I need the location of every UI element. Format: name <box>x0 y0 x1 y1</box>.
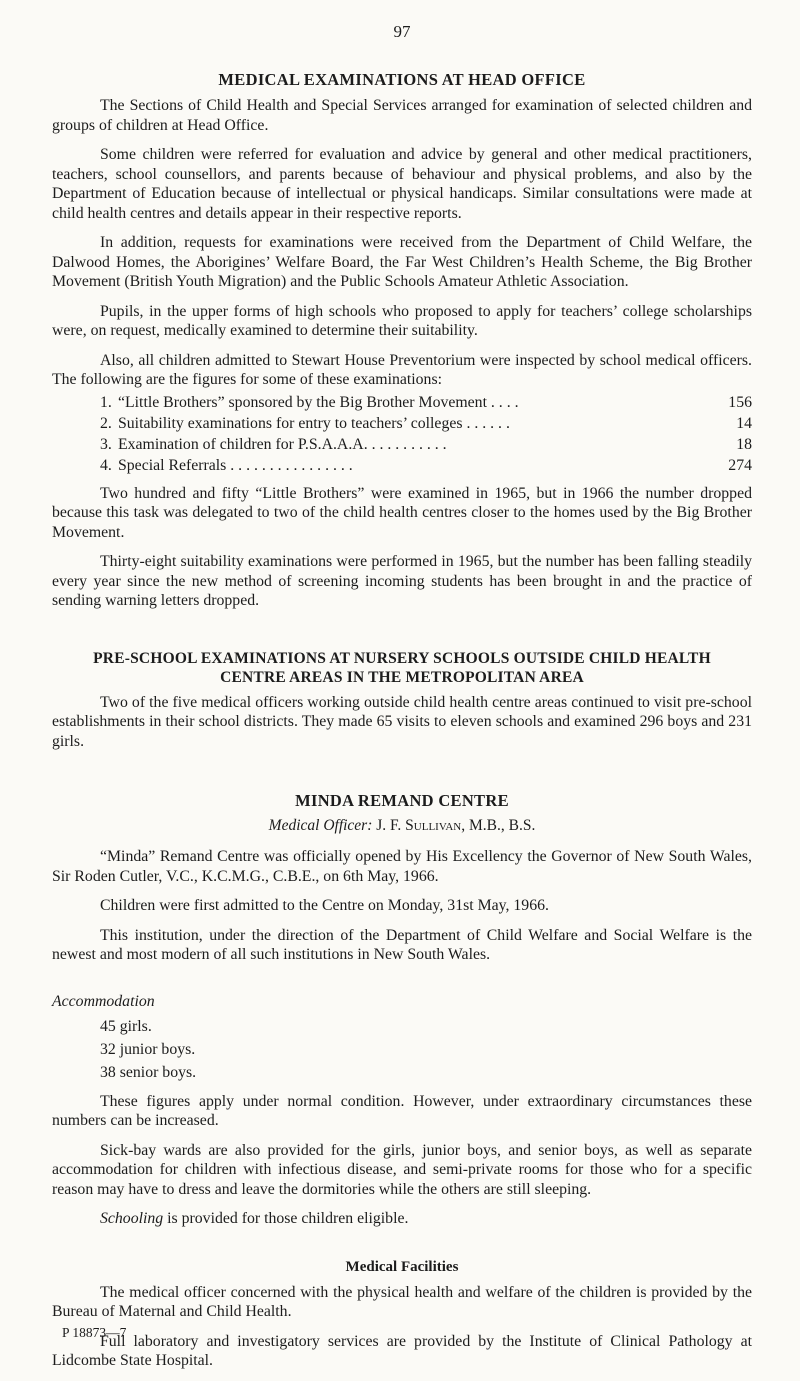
section-heading-minda: MINDA REMAND CENTRE <box>295 791 509 810</box>
paragraph: This institution, under the direction of the Department of Child Welfare and Social Welfare is the newest and most modern of all such institutions in New South Wales. <box>52 926 752 963</box>
paragraph: Two of the five medical officers working outside child health centre areas continued to visit pre-school establishments in their school districts. They made 65 visits to eleven schools and examined 296 boys and 231 girls. <box>52 693 752 750</box>
list-item <box>52 434 752 455</box>
officer-label: Medical Officer: <box>268 817 373 834</box>
print-reference: P 18873—7 <box>62 1325 127 1340</box>
item-label: Suitability examinations for entry to teachers’ colleges . . . . . . <box>118 414 510 432</box>
paragraph: “Minda” Remand Centre was officially opened by His Excellency the Governor of New South Wales, Sir Roden Cutler, V.C., K.C.M.G., C.B.E., on 6th May, 1966. <box>52 848 752 885</box>
paragraph: Some children were referred for evaluation and advice by general and other medical practitioners, teachers, school counsellors, and parents because of behaviour and physical problems, and also by the Department of Education because of intellectual or physical handicaps. Similar consultations were made at child health centres and details appear in their respective reports. <box>52 146 752 222</box>
item-value: 274 <box>728 456 752 474</box>
officer-name: J. F. Sullivan, M.B., B.S. <box>376 817 536 834</box>
item-value: 14 <box>736 414 752 432</box>
list-item <box>52 413 752 434</box>
paragraph-text: is provided for those children eligible. <box>163 1210 409 1227</box>
item-label: Special Referrals . . . . . . . . . . . . . . . . <box>118 456 353 474</box>
paragraph: Two hundred and fifty “Little Brothers” were examined in 1965, but in 1966 the number dropped because this task was delegated to two of the child health centres closer to the homes used by the Big Brother Movement. <box>52 484 752 541</box>
item-number: 1. <box>100 393 112 411</box>
paragraph: Pupils, in the upper forms of high schools who proposed to apply for teachers’ college scholarships were, on request, medically examined to determine their suitability. <box>52 302 752 339</box>
heading-line: PRE-SCHOOL EXAMINATIONS AT NURSERY SCHOOLS OUTSIDE CHILD HEALTH <box>93 649 711 667</box>
list-item: 38 senior boys. <box>100 1063 197 1081</box>
list-item <box>52 392 752 413</box>
paragraph: In addition, requests for examinations were received from the Department of Child Welfare, the Dalwood Homes, the Aborigines’ Welfare Board, the Far West Children’s Health Scheme, the Big Brother Movement (British Youth Migration) and the Public Schools Amateur Athletic Association. <box>52 234 752 290</box>
item-label: Examination of children for P.S.A.A.A. . . . . . . . . . . <box>118 435 447 453</box>
paragraph: Full laboratory and investigatory services are provided by the Institute of Clinical Pathology at Lidcombe State Hospital. <box>52 1332 752 1369</box>
accommodation-heading: Accommodation <box>52 992 155 1010</box>
accommodation-list <box>52 1015 752 1084</box>
paragraph: Sick-bay wards are also provided for the girls, junior boys, and senior boys, as well as separate accommodation for children with infectious disease, and semi-private rooms for those who for a specific reason may have to dress and leave the dormitories while the others are still sleeping. <box>52 1141 752 1198</box>
item-number: 3. <box>100 435 112 453</box>
examination-figures-list <box>52 392 752 476</box>
heading-line: CENTRE AREAS IN THE METROPOLITAN AREA <box>220 668 584 686</box>
item-number: 2. <box>100 414 112 432</box>
list-item: 32 junior boys. <box>100 1040 196 1058</box>
paragraph: The Sections of Child Health and Special Services arranged for examination of selected children and groups of children at Head Office. <box>52 97 752 134</box>
paragraph: These figures apply under normal condition. However, under extraordinary circumstances these numbers can be increased. <box>52 1092 752 1129</box>
list-item: 45 girls. <box>100 1017 152 1035</box>
paragraph <box>52 1209 752 1229</box>
item-value: 18 <box>736 435 752 453</box>
paragraph: Also, all children admitted to Stewart House Preventorium were inspected by school medical officers. The following are the figures for some of these examinations: <box>52 351 752 388</box>
section-heading-head-office: MEDICAL EXAMINATIONS AT HEAD OFFICE <box>218 70 586 89</box>
subheading-medical-facilities: Medical Facilities <box>345 1258 459 1275</box>
list-item <box>52 455 752 476</box>
item-number: 4. <box>100 456 112 474</box>
item-label: “Little Brothers” sponsored by the Big Brother Movement . . . . <box>118 393 519 411</box>
document-page <box>52 22 752 1381</box>
paragraph: Thirty-eight suitability examinations were performed in 1965, but the number has been falling steadily every year since the new method of screening incoming students has been brought in and the practice of sending warning letters dropped. <box>52 553 752 609</box>
paragraph: Children were first admitted to the Centre on Monday, 31st May, 1966. <box>100 897 549 914</box>
medical-officer-line <box>52 817 752 835</box>
section-heading-pre-school <box>52 649 752 687</box>
page-number: 97 <box>393 22 411 41</box>
italic-term: Schooling <box>100 1210 164 1227</box>
paragraph: The medical officer concerned with the physical health and welfare of the children is provided by the Bureau of Maternal and Child Health. <box>52 1283 752 1320</box>
item-value: 156 <box>728 393 752 411</box>
